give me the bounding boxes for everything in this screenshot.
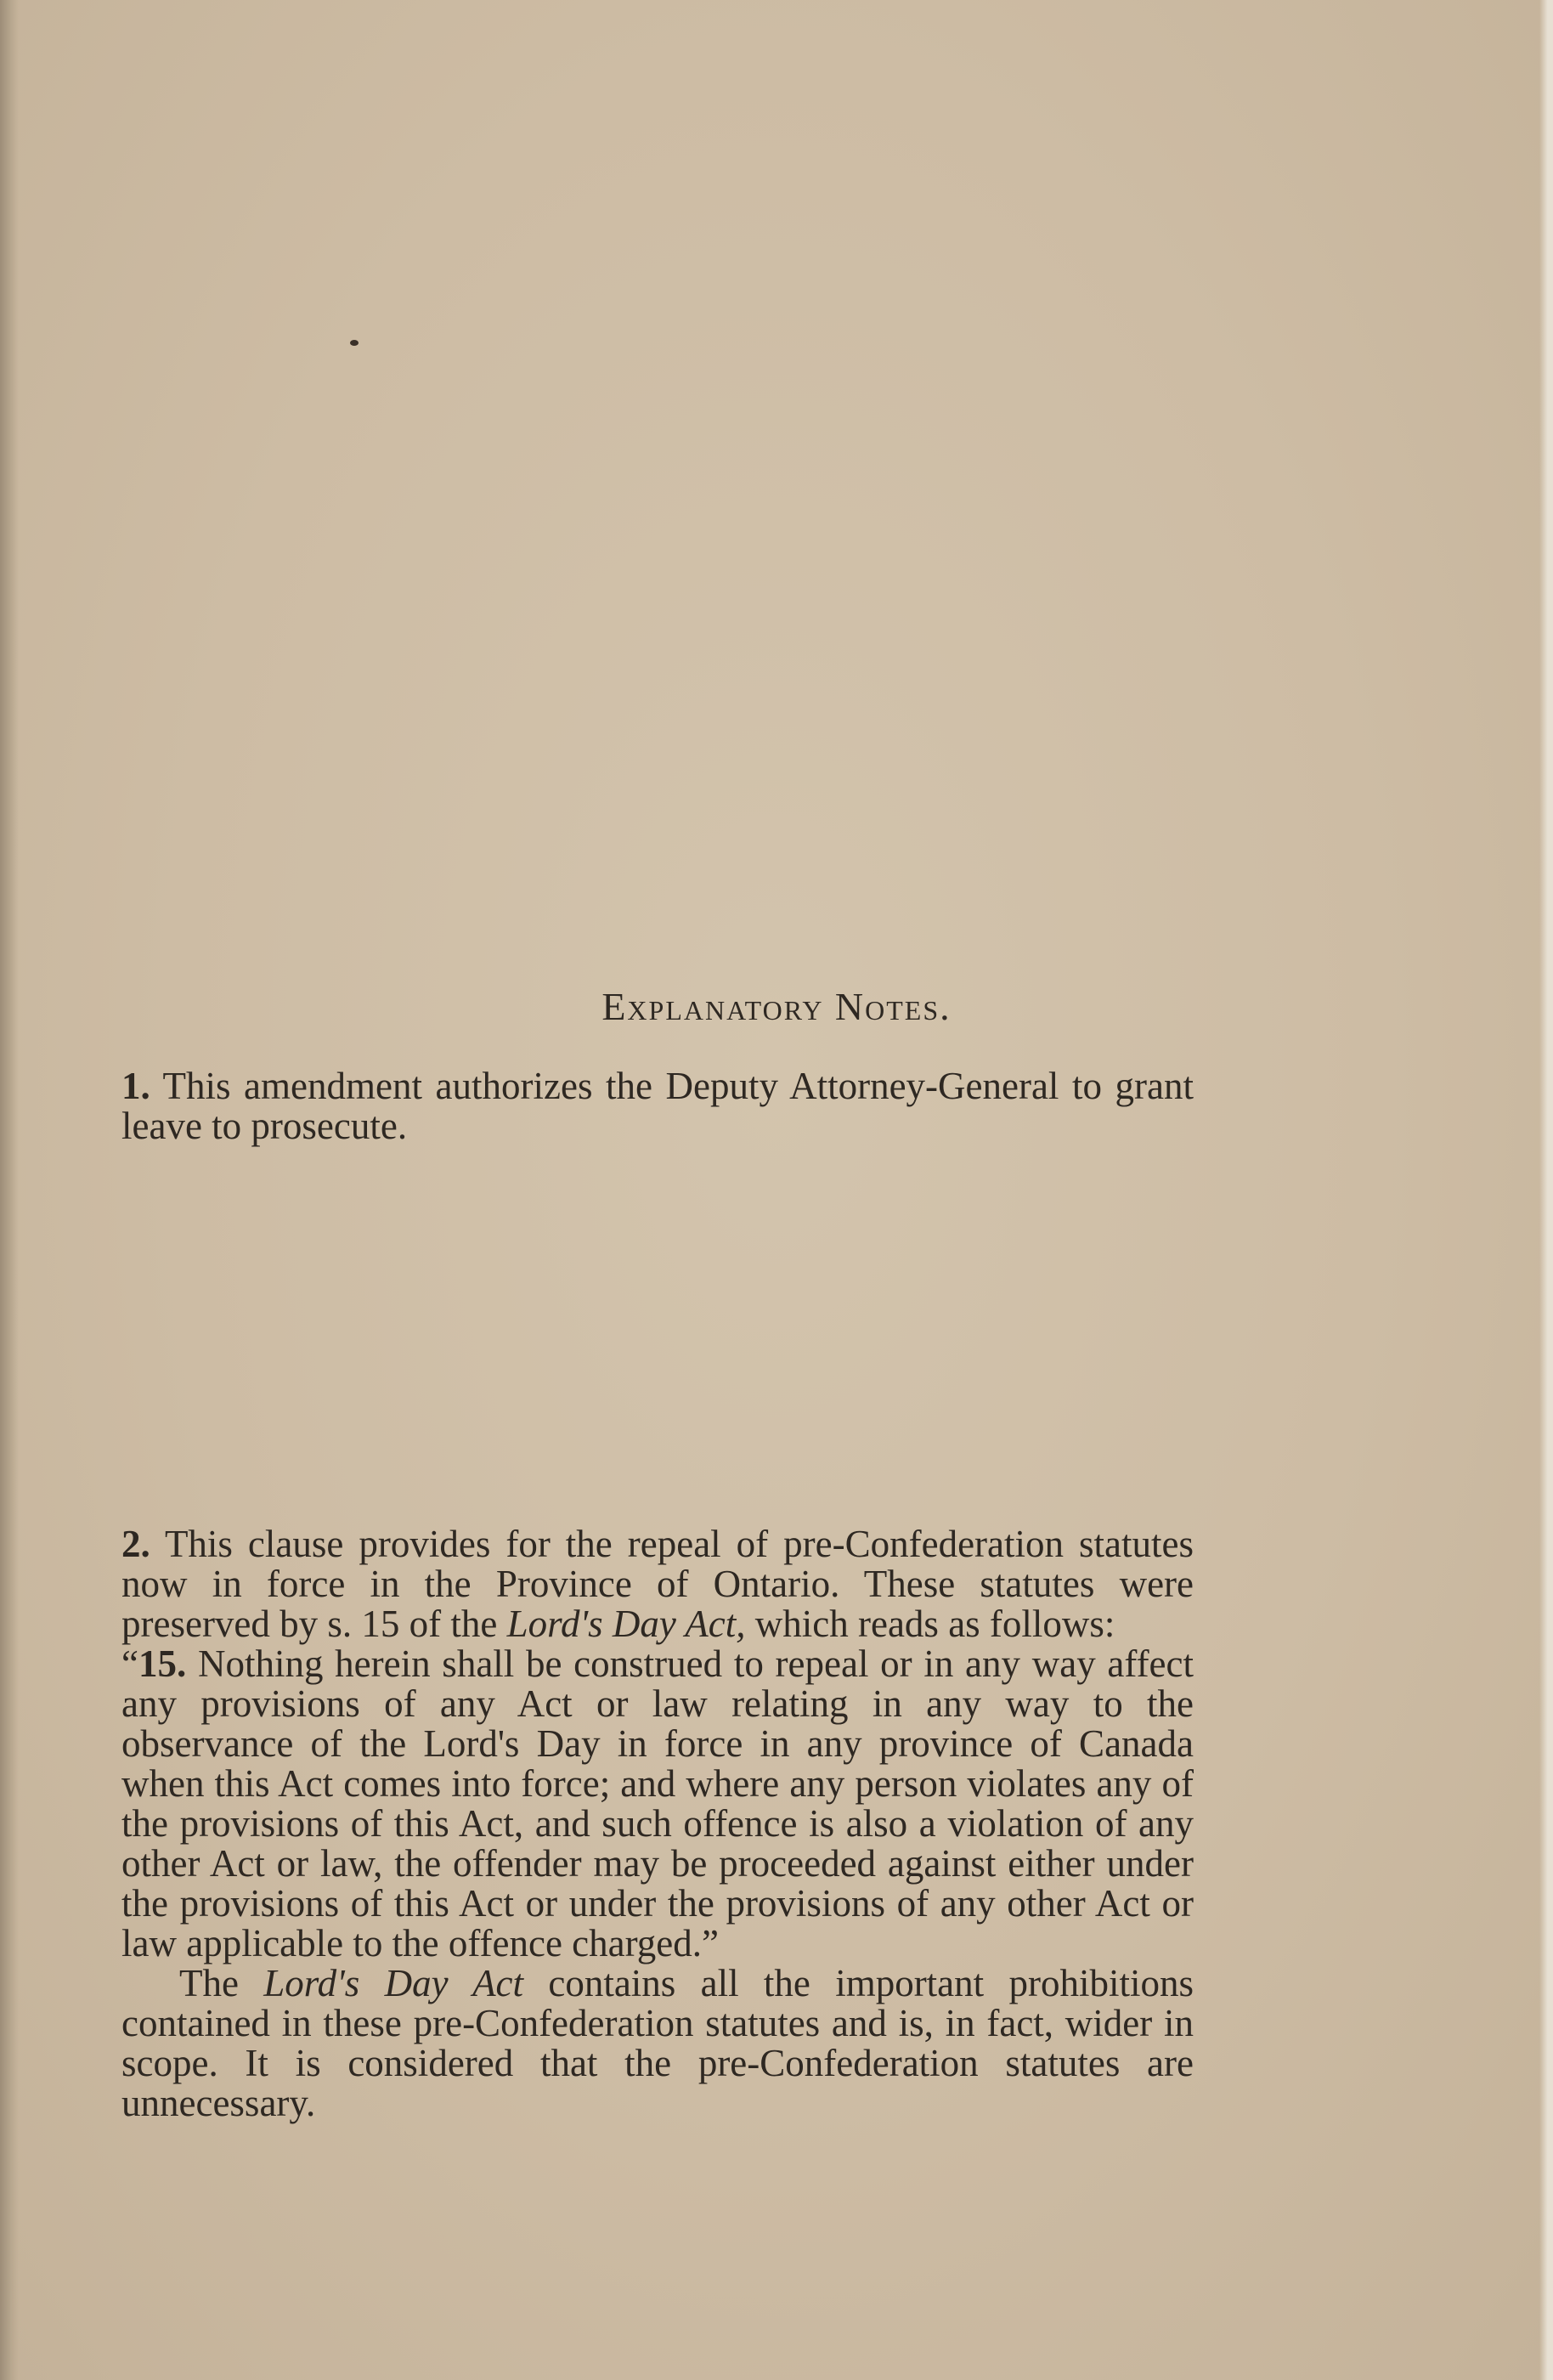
note-1-number: 1. (121, 1065, 150, 1107)
note-1 (121, 1066, 1194, 1146)
note-2-text-part1: This clause provides for the repeal of pre-Confederation statutes now in force in the Province of Ontario. These statutes were preserved by s. 15 of the (121, 1523, 1194, 1645)
lords-day-act-title-1: Lord's Day Act, (506, 1603, 746, 1645)
closing-paragraph (121, 1964, 1194, 2123)
page-left-edge-shadow (0, 0, 19, 2380)
note-1-text: This amendment authorizes the Deputy Attorney-General to grant leave to prosecute. (121, 1065, 1194, 1147)
quote-text: Nothing herein shall be construed to repeal or in any way affect any provisions of any Act or law relating in any way to the observance of the Lord's Day in force in any province of Canada when this Act comes into force; and where any person violates any of the provisions of this Act, and such offence is also a violation of any other Act or law, the offender may be proceeded against either under the provisions of this Act or under the provisions of any other Act or law applicable to the offence charged.” (121, 1642, 1194, 1964)
page-right-edge (1539, 0, 1553, 2380)
note-1-paragraph (121, 1066, 1194, 1146)
quoted-section-15 (121, 1644, 1194, 1964)
explanatory-notes-heading: Explanatory Notes. (601, 985, 952, 1028)
note-2-number: 2. (121, 1523, 150, 1565)
lords-day-act-title-2: Lord's Day Act (263, 1962, 524, 2004)
note-2-paragraph (121, 1524, 1194, 1644)
ink-speck (350, 340, 359, 346)
closing-paragraph-text: contains all the important prohibitions contained in these pre-Confederation statutes and is, in fact, wider in scope. It is considered that the pre-Confederation statutes are unnecessary. (121, 1962, 1194, 2124)
note-2-text-part2: which reads as follows: (754, 1603, 1115, 1645)
quote-open-mark: “ (121, 1642, 138, 1685)
closing-paragraph-start: The (179, 1962, 239, 2004)
note-2 (121, 1524, 1194, 2123)
quote-section-number: 15. (138, 1642, 187, 1685)
